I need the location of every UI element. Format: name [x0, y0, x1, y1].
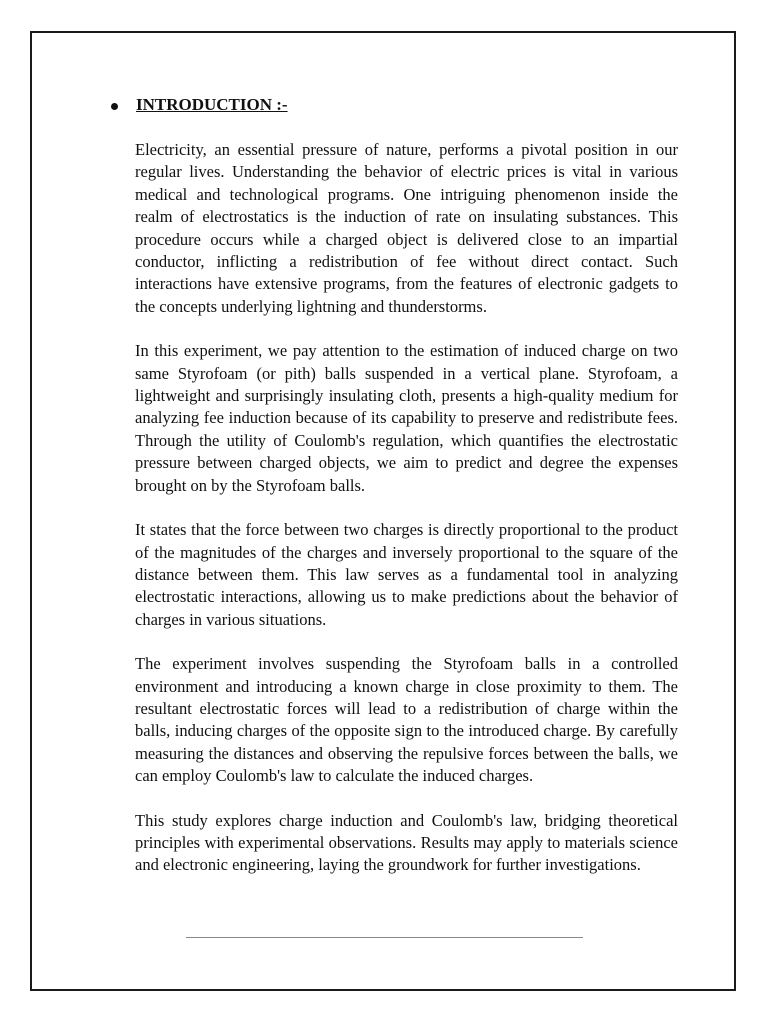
paragraph-5: This study explores charge induction and Coulomb's law, bridging theoretical principles with experimental observations. Results may apply to materials science and electronic engineering, laying the groundwork for further investigations.: [135, 810, 678, 875]
paragraph-1: Electricity, an essential pressure of nature, performs a pivotal position in our regular lives. Understanding the behavior of electric prices is vital in various medical and technological programs. One intriguing phenomenon inside the realm of electrostatics is the induction of rate on insulating substances. This procedure occurs while a charged object is delivered close to an impartial conductor, inflicting a redistribution of fee without direct contact. Such interactions have extensive programs, from the features of electronic gadgets to the concepts underlying lightning and thunderstorms.: [135, 140, 678, 316]
end-separator-line: [186, 937, 583, 938]
body-text: [135, 139, 678, 899]
section-heading-row: [111, 94, 288, 116]
paragraph-3: It states that the force between two charges is directly proportional to the product of the magnitudes of the charges and inversely proportional to the square of the distance between them. This law serves as a fundamental tool in analyzing electrostatic interactions, allowing us to make predictions about the behavior of charges in various situations.: [135, 520, 678, 629]
paragraph-2: In this experiment, we pay attention to the estimation of induced charge on two same Styrofoam (or pith) balls suspended in a vertical plane. Styrofoam, a lightweight and surprisingly insulating cloth, presents a high-quality medium for analyzing fee induction because of its capability to preserve and redistribute fees. Through the utility of Coulomb's regulation, which quantifies the electrostatic pressure between charged objects, we aim to predict and degree the expenses brought on by the Styrofoam balls.: [135, 341, 678, 495]
bullet-icon: [111, 103, 118, 110]
section-heading: INTRODUCTION :-: [136, 95, 288, 114]
paragraph-4: The experiment involves suspending the Styrofoam balls in a controlled environment and introducing a known charge in close proximity to them. The resultant electrostatic forces will lead to a redistribution of charge within the balls, inducing charges of the opposite sign to the introduced charge. By carefully measuring the distances and observing the repulsive forces between the balls, we can employ Coulomb's law to calculate the induced charges.: [135, 654, 678, 786]
